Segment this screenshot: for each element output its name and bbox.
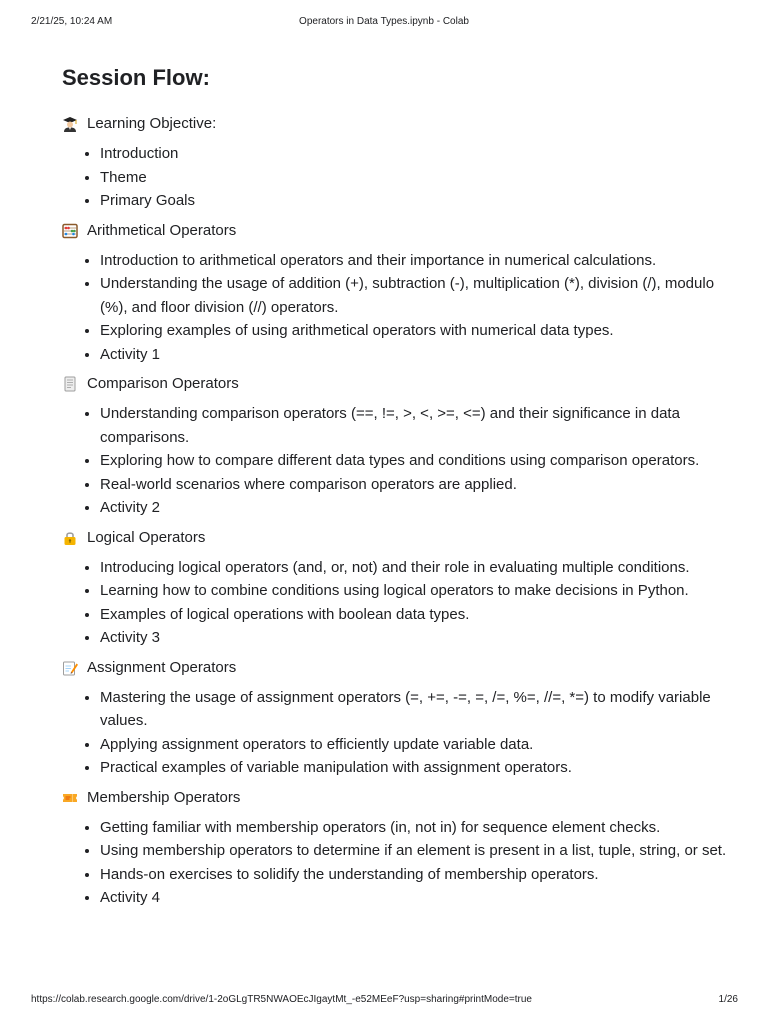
section-heading	[62, 221, 732, 241]
abacus-icon	[62, 223, 78, 239]
section-heading-text: Membership Operators	[87, 788, 241, 806]
section-heading-text: Arithmetical Operators	[87, 221, 237, 239]
section-heading	[62, 114, 732, 134]
notebook-text-cell	[62, 62, 732, 910]
section-assignment-operators	[62, 658, 732, 780]
print-header	[0, 16, 768, 30]
list-item: • Introduction to arithmetical operators and their importance in numerical calculations.	[100, 249, 732, 273]
list-item: • Primary Goals	[100, 189, 732, 213]
section-logical-operators	[62, 528, 732, 650]
lock-icon	[62, 530, 78, 546]
list-item: • Introduction	[100, 142, 732, 166]
section-heading	[62, 528, 732, 548]
print-date: 2/21/25, 10:24 AM	[31, 16, 113, 27]
student-icon	[62, 116, 78, 132]
list-item: • Understanding the usage of addition (+), subtraction (-), multiplication (*), division (/), modulo (%), and floor division (//) operators.	[100, 272, 732, 319]
section-heading	[62, 658, 732, 678]
bullet-list	[62, 556, 732, 650]
ticket-icon	[62, 790, 78, 806]
list-item: • Learning how to combine conditions using logical operators to make decisions in Python.	[100, 579, 732, 603]
section-membership-operators	[62, 788, 732, 910]
list-item: • Hands-on exercises to solidify the understanding of membership operators.	[100, 863, 732, 887]
list-item: • Activity 2	[100, 496, 732, 520]
bullet-list	[62, 142, 732, 213]
bullet-list	[62, 402, 732, 520]
bullet-list	[62, 816, 732, 910]
list-item: • Activity 3	[100, 626, 732, 650]
list-item: • Applying assignment operators to efficiently update variable data.	[100, 733, 732, 757]
section-heading-text: Comparison Operators	[87, 375, 239, 392]
section-arithmetical-operators	[62, 221, 732, 367]
print-footer	[0, 994, 768, 1008]
list-item: • Practical examples of variable manipulation with assignment operators.	[100, 756, 732, 780]
scroll-icon	[62, 376, 78, 392]
list-item: • Exploring how to compare different data types and conditions using comparison operators.	[100, 449, 732, 473]
section-heading	[62, 374, 732, 394]
list-item: • Theme	[100, 166, 732, 190]
section-comparison-operators	[62, 374, 732, 520]
page-number: 1/26	[718, 994, 738, 1005]
list-item: • Understanding comparison operators (==, !=, >, <, >=, <=) and their significance in data comparisons.	[100, 402, 732, 449]
list-item: • Mastering the usage of assignment operators (=, +=, -=, =, /=, %=, //=, *=) to modify variable values.	[100, 686, 732, 733]
list-item: • Activity 4	[100, 886, 732, 910]
bullet-list	[62, 686, 732, 780]
bullet-list	[62, 249, 732, 367]
list-item: • Real-world scenarios where comparison operators are applied.	[100, 473, 732, 497]
section-heading-text: Logical Operators	[87, 528, 206, 546]
list-item: • Using membership operators to determine if an element is present in a list, tuple, string, or set.	[100, 839, 732, 863]
list-item: • Examples of logical operations with boolean data types.	[100, 603, 732, 627]
memo-icon	[62, 660, 78, 676]
print-document-title: Operators in Data Types.ipynb - Colab	[299, 16, 469, 27]
section-learning-objective	[62, 114, 732, 213]
list-item: • Exploring examples of using arithmetical operators with numerical data types.	[100, 319, 732, 343]
section-heading	[62, 788, 732, 808]
list-item: • Introducing logical operators (and, or, not) and their role in evaluating multiple conditions.	[100, 556, 732, 580]
list-item: • Getting familiar with membership operators (in, not in) for sequence element checks.	[100, 816, 732, 840]
section-heading-text: Assignment Operators	[87, 658, 237, 676]
section-heading-text: Learning Objective:	[87, 115, 217, 132]
list-item: • Activity 1	[100, 343, 732, 367]
print-url: https://colab.research.google.com/drive/1-2oGLgTR5NWAOEcJIgaytMt_-e52MEeF?usp=sharing#printMode=true	[31, 994, 532, 1005]
session-title: Session Flow:	[62, 65, 210, 90]
